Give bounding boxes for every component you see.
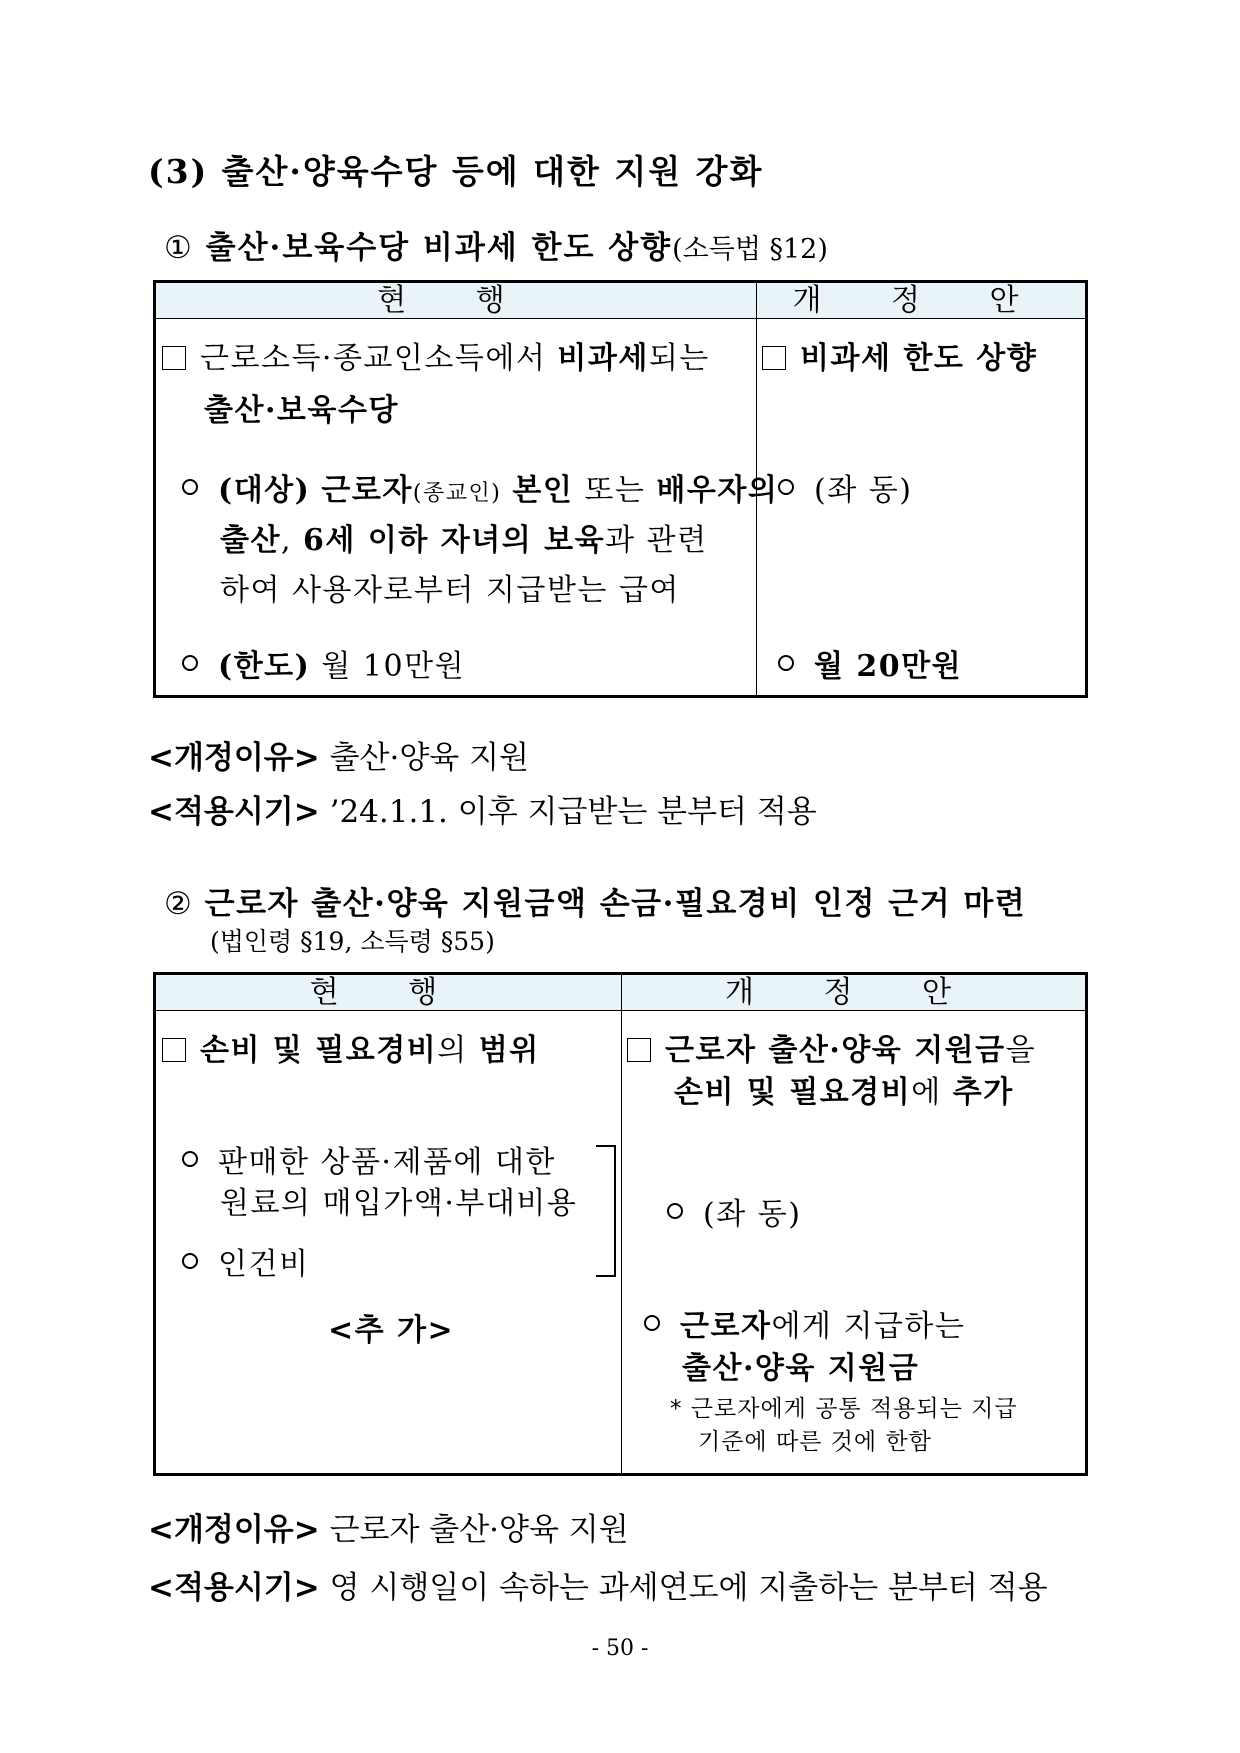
item1-timing-text: ’24.1.1. 이후 지급받는 분부터 적용 [329, 794, 817, 830]
item2-title [164, 878, 1026, 923]
item2-current-item1-line1: 판매한 상품·제품에 대한 [182, 1137, 556, 1181]
item1-proposed-limit: 월 20만원 [778, 641, 962, 685]
item2-proposed-box-line1: 근로자 출산·양육 지원금을 [627, 1025, 1036, 1069]
item2-header-proposed: 개 정 안 [621, 975, 1085, 1011]
section-title [148, 146, 763, 193]
item2-current-box-line: 손비 및 필요경비의 범위 [162, 1025, 540, 1069]
item2-timing-text: 영 시행일이 속하는 과세연도에 지출하는 분부터 적용 [329, 1570, 1048, 1606]
page-number: - 50 - [591, 1636, 649, 1661]
item1-current-limit: (한도) 월 10만원 [182, 641, 465, 685]
item1-current-target-line3: 하여 사용자로부터 지급받는 급여 [220, 573, 680, 608]
item2-timing-tag: <적용시기> [148, 1570, 320, 1606]
bullet-circle-icon [778, 655, 794, 671]
item2-proposed-box-line2: 손비 및 필요경비에 추가 [674, 1075, 1014, 1110]
item2-header-current: 현 행 [156, 975, 621, 1011]
bullet-circle-icon [182, 655, 198, 671]
item2-proposed-note-line1: * 근로자에게 공통 적용되는 지급 [670, 1396, 1018, 1422]
checkbox-square-icon [162, 1038, 186, 1062]
item1-timing [148, 786, 817, 831]
item1-title [164, 222, 828, 267]
item1-current-target-line2: 출산, 6세 이하 자녀의 보육과 관련 [220, 523, 708, 558]
bullet-circle-icon [182, 479, 198, 495]
item2-current-item2: 인건비 [182, 1239, 309, 1283]
item2-proposed-new-line2: 출산·양육 지원금 [682, 1351, 920, 1386]
item1-current-box-line1: 근로소득·종교인소득에서 비과세되는 [162, 333, 710, 377]
checkbox-square-icon [627, 1038, 651, 1062]
item2-number: ② [164, 886, 205, 922]
checkbox-square-icon [162, 346, 186, 370]
item2-proposed-same: (좌 동) [667, 1189, 801, 1233]
item2-reason [148, 1504, 629, 1549]
item1-reason-tag: <개정이유> [148, 740, 320, 776]
section-title-text: (3) 출산·양육수당 등에 대한 지원 강화 [148, 152, 764, 191]
item1-reason [148, 732, 529, 777]
item1-header-proposed: 개 정 안 [756, 283, 1085, 319]
checkbox-square-icon [762, 346, 786, 370]
bullet-circle-icon [182, 1151, 198, 1167]
bullet-circle-icon [778, 479, 794, 495]
item2-proposed-new-line1: 근로자에게 지급하는 [644, 1301, 965, 1345]
item2-current-added: <추 가> [328, 1313, 455, 1348]
item2-comparison-table [153, 972, 1088, 1476]
item2-timing [148, 1562, 1048, 1607]
bullet-circle-icon [182, 1253, 198, 1269]
item1-number: ① [164, 230, 206, 266]
right-bracket-icon [596, 1145, 616, 1277]
bullet-circle-icon [667, 1203, 683, 1219]
item2-reason-tag: <개정이유> [148, 1512, 320, 1548]
item1-header-current: 현 행 [156, 283, 756, 319]
item1-proposed-same: (좌 동) [778, 465, 912, 509]
item1-reason-text: 출산·양육 지원 [329, 740, 529, 776]
item2-law-ref: (법인령 §19, 소득령 §55) [210, 927, 495, 956]
bullet-circle-icon [644, 1315, 660, 1331]
item1-current-box-line2: 출산·보육수당 [204, 393, 399, 428]
item2-title-text: 근로자 출산·양육 지원금액 손금·필요경비 인정 근거 마련 [204, 886, 1027, 922]
item1-comparison-table [153, 280, 1088, 698]
item2-proposed-note-line2: 기준에 따른 것에 한함 [698, 1429, 932, 1455]
item2-current-item1-line2: 원료의 매입가액·부대비용 [220, 1186, 578, 1221]
item2-column-divider [621, 975, 622, 1473]
item1-current-target-line1: (대상) 근로자(종교인) 본인 또는 배우자의 [182, 465, 778, 509]
item1-law-ref: (소득법 §12) [672, 234, 828, 265]
item1-proposed-box-line: 비과세 한도 상향 [762, 333, 1037, 377]
item1-title-text: 출산·보육수당 비과세 한도 상향 [205, 230, 673, 266]
item2-reason-text: 근로자 출산·양육 지원 [329, 1512, 629, 1548]
item1-timing-tag: <적용시기> [148, 794, 320, 830]
